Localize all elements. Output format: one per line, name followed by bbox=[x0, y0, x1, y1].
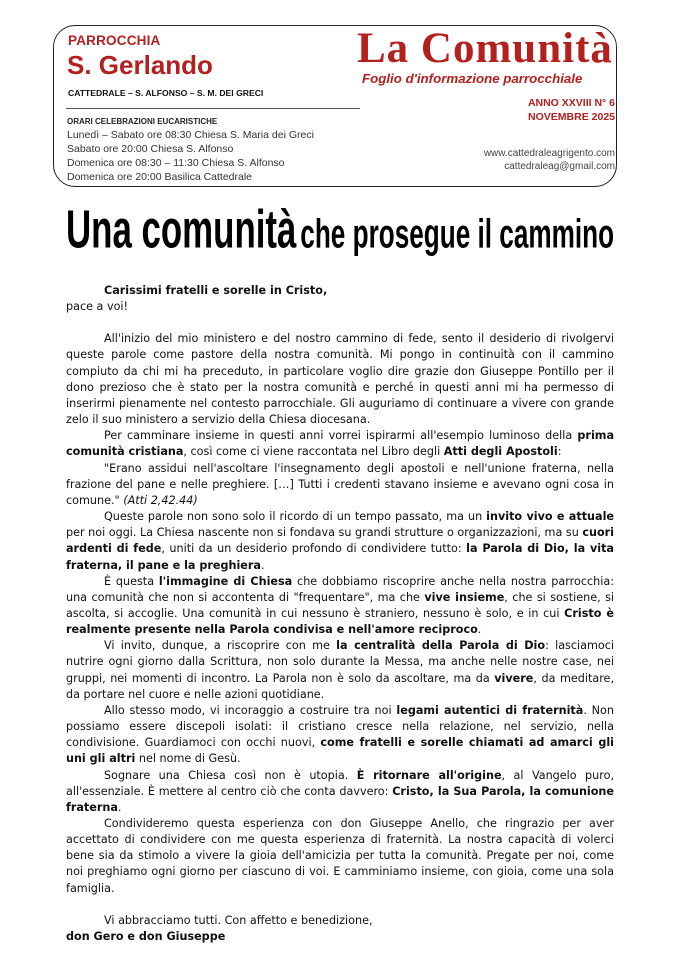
headline-part-2: che prosegue il cammino bbox=[300, 212, 615, 257]
greeting: pace a voi! bbox=[66, 300, 129, 314]
schedule-line: Sabato ore 20:00 Chiesa S. Alfonso bbox=[67, 143, 234, 155]
paragraph: Queste parole non sono solo il ricordo di un tempo passato, ma un invito vivo e attuale per noi oggi. La Chiesa nascente non si fondava su grandi strutture o organizzazioni, ma su cuori ardenti di fede, uniti da un desiderio profondo di condividere tutto: la Parola di Dio, la vita fraterna, il pane e la preghiera. bbox=[66, 510, 614, 572]
churches-list: CATTEDRALE – S. ALFONSO – S. M. DEI GRECI bbox=[68, 88, 264, 98]
schedule-line: Domenica ore 20:00 Basilica Cattedrale bbox=[67, 171, 253, 183]
parish-label: PARROCCHIA bbox=[68, 33, 161, 48]
paragraph: Condivideremo questa esperienza con don Giuseppe Anello, che ringrazio per aver accettato di condividere con me questa esperienza di fraternità. La nostra capacità di volerci bene sia da stimolo a vivere la gioia dell'amicizia per tutta la comunità. Pregate per noi, come noi preghiamo ogni giorno per ciascuno di voi. E camminiamo insieme, con gioia, come una sola famiglia. bbox=[66, 817, 614, 895]
closing: Vi abbracciamo tutti. Con affetto e benedizione, bbox=[104, 913, 373, 927]
paragraph: Sognare una Chiesa così non è utopia. È ritornare all'origine, al Vangelo puro, all'essenziale. È mettere al centro ciò che conta davvero: Cristo, la Sua Parola, la comunione fraterna. bbox=[66, 768, 615, 814]
issue-number: ANNO XXVIII N° 6 bbox=[527, 97, 615, 109]
paragraph: Allo stesso modo, vi incoraggio a costruire tra noi legami autentici di fraternità. Non possiamo essere discepoli isolati: il cristiano cresce nella relazione, nel servizio, nella condivisione. Guardiamoci con occhi nuovi, come fratelli e sorelle chiamati ad amarci gli uni gli altri nel nome di Gesù. bbox=[66, 703, 614, 766]
issue-info bbox=[528, 96, 615, 124]
paragraph: È questa l'immagine di Chiesa che dobbiamo riscoprire anche nella nostra parrocchia: una comunità che non si accontenta di "frequentare", ma che vive insieme, che si sostiene, si ascolta, si accoglie. Una comunità in cui nessuno è straniero, nessuno è solo, e in cui Cristo è realmente presente nella Parola condivisa e nell'amore reciproco. bbox=[66, 574, 615, 637]
paragraph: Vi invito, dunque, a riscoprire con me la centralità della Parola di Dio: lasciamoci nutrire ogni giorno dalla Scrittura, non solo durante la Messa, ma anche nelle nostre case, nei gruppi, nei momenti di incontro. La Parola non è solo da ascoltare, ma da vivere, da meditare, da portare nel cuore e nelle azioni quotidiane. bbox=[66, 639, 614, 701]
headline-part-1: Una comunità bbox=[66, 200, 297, 260]
parish-name: S. Gerlando bbox=[67, 50, 213, 80]
mass-schedule bbox=[67, 128, 314, 184]
email-link[interactable]: cattedraleag@gmail.com bbox=[504, 161, 615, 172]
header-divider bbox=[66, 108, 360, 109]
mass-schedule-title: ORARI CELEBRAZIONI EUCARISTICHE bbox=[67, 117, 218, 126]
signature: don Gero e don Giuseppe bbox=[66, 929, 226, 943]
schedule-line: Lunedì – Sabato ore 08:30 Chiesa S. Maria dei Greci bbox=[67, 129, 314, 141]
article-headline bbox=[66, 200, 615, 286]
paragraph: All'inizio del mio ministero e del nostro cammino di fede, sento il desiderio di rivolgervi queste parole come pastore della nostra comunità. Mi pongo in continuità con il cammino compiuto da chi mi ha preceduto, in particolare voglio dire grazie don Giuseppe Pontillo per il dono prezioso che è stato per la nostra comunità e perché in questi anni mi ha permesso di inserirmi pienamente nel contesto parrocchiale. Gli auguriamo di continuare a vivere con grande zelo il suo ministero a servizio della Chiesa diocesana. bbox=[66, 332, 614, 427]
paragraph: Per camminare insieme in questi anni vorrei ispirarmi all'esempio luminoso della prima comunità cristiana, così come ci viene raccontata nel Libro degli Atti degli Apostoli: bbox=[66, 429, 614, 459]
quote: "Erano assidui nell'ascoltare l'insegnamento degli apostoli e nell'unione fraterna, nella frazione del pane e nelle preghiere. […] Tutti i credenti stavano insieme e avevano ogni cosa in comune." (Atti 2,42.44) bbox=[66, 461, 614, 507]
website-link[interactable]: www.cattedraleagrigento.com bbox=[483, 148, 615, 159]
masthead-subtitle: Foglio d'informazione parrocchiale bbox=[362, 71, 583, 86]
article-body bbox=[66, 283, 614, 945]
contacts bbox=[484, 147, 615, 173]
masthead-title: La Comunità bbox=[357, 25, 613, 72]
schedule-line: Domenica ore 08:30 – 11:30 Chiesa S. Alfonso bbox=[67, 157, 285, 169]
issue-date: NOVEMBRE 2025 bbox=[528, 111, 615, 123]
salutation: Carissimi fratelli e sorelle in Cristo, bbox=[104, 284, 328, 297]
